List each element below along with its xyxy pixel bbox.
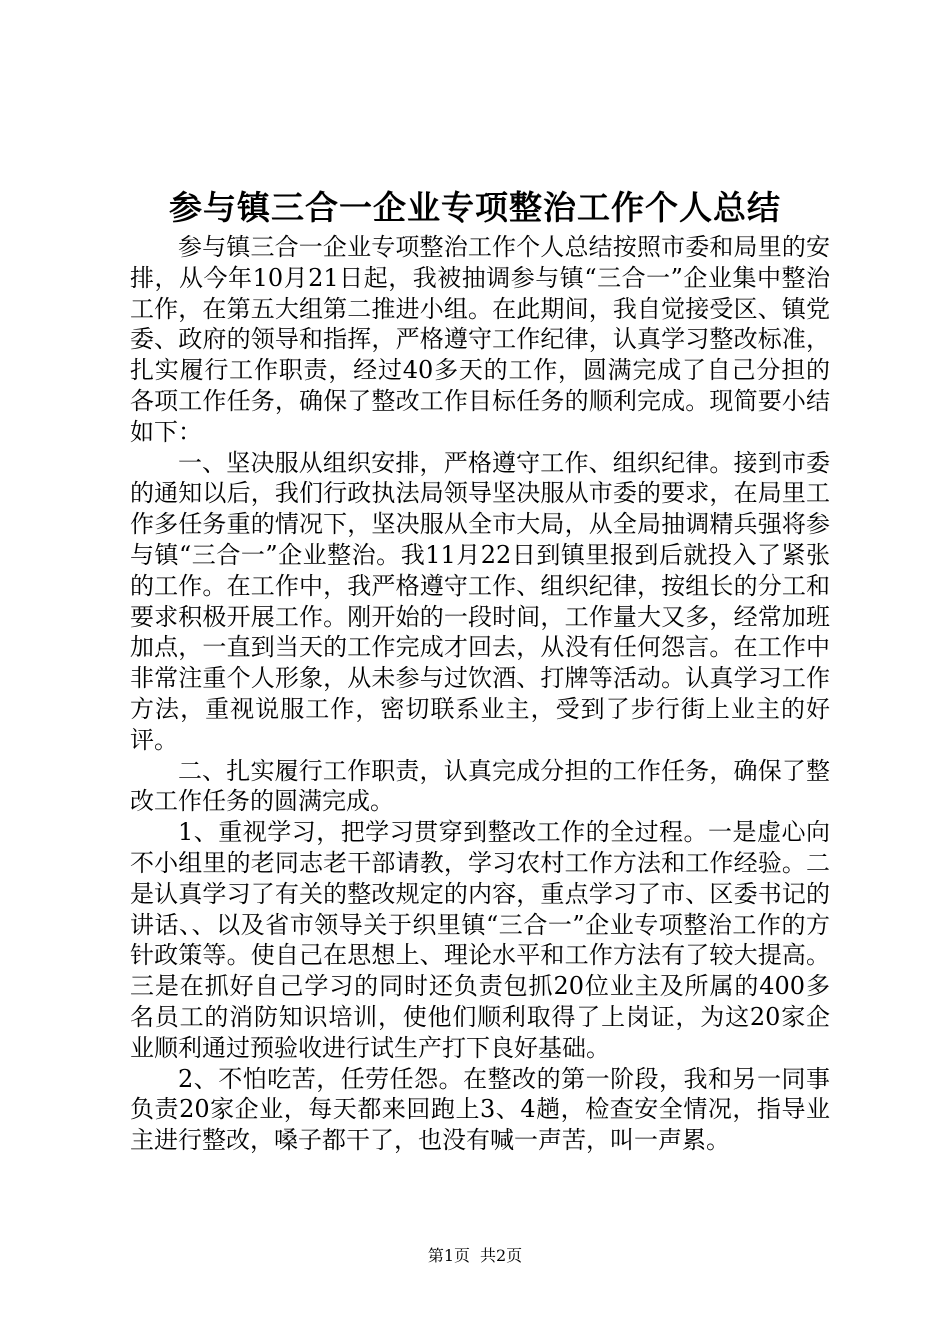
page-footer (0, 1246, 950, 1266)
paragraph-section-one: 一、坚决服从组织安排，严格遵守工作、组织纪律。接到市委的通知以后，我们行政执法局领导坚决服从市委的要求，在局里工作多任务重的情况下，坚决服从全市大局，从全局抽调精兵强将参与镇“三合一”企业整治。我11月22日到镇里报到后就投入了紧张的工作。在工作中，我严格遵守工作、组织纪律，按组长的分工和要求积极开展工作。刚开始的一段时间，工作量大又多，经常加班加点，一直到当天的工作完成才回去，从没有任何怨言。在工作中非常注重个人形象，从未参与过饮酒、打牌等活动。认真学习工作方法，重视说服工作，密切联系业主，受到了步行街上业主的好评。 (130, 448, 830, 754)
page-number-current: 第1页 (427, 1246, 470, 1265)
paragraph-section-two: 二、扎实履行工作职责，认真完成分担的工作任务，确保了整改工作任务的圆满完成。 (130, 756, 830, 816)
paragraph-intro: 参与镇三合一企业专项整治工作个人总结按照市委和局里的安排，从今年10月21日起，我被抽调参与镇“三合一”企业集中整治工作，在第五大组第二推进小组。在此期间，我自觉接受区、镇党委、政府的领导和指挥，严格遵守工作纪律，认真学习整改标准，扎实履行工作职责，经过40多天的工作，圆满完成了自己分担的各项工作任务，确保了整改工作目标任务的顺利完成。现简要小结如下： (130, 233, 830, 446)
page-number-total: 共2页 (480, 1246, 523, 1265)
document-body (130, 232, 830, 1156)
paragraph-item-one: 1、重视学习，把学习贯穿到整改工作的全过程。一是虚心向不小组里的老同志老干部请教，学习农村工作方法和工作经验。二是认真学习了有关的整改规定的内容，重点学习了市、区委书记的讲话、、以及省市领导关于织里镇“三合一”企业专项整治工作的方针政策等。使自己在思想上、理论水平和工作方法有了较大提高。三是在抓好自己学习的同时还负责包抓20位业主及所属的400多名员工的消防知识培训，使他们顺利取得了上岗证，为这20家企业顺利通过预验收进行试生产打下良好基础。 (130, 818, 830, 1062)
document-title: 参与镇三合一企业专项整治工作个人总结 (169, 188, 781, 227)
paragraph-item-two: 2、不怕吃苦，任劳任怨。在整改的第一阶段，我和另一同事负责20家企业，每天都来回跑上3、4趟，检查安全情况，指导业主进行整改，嗓子都干了，也没有喊一声苦，叫一声累。 (130, 1064, 830, 1155)
